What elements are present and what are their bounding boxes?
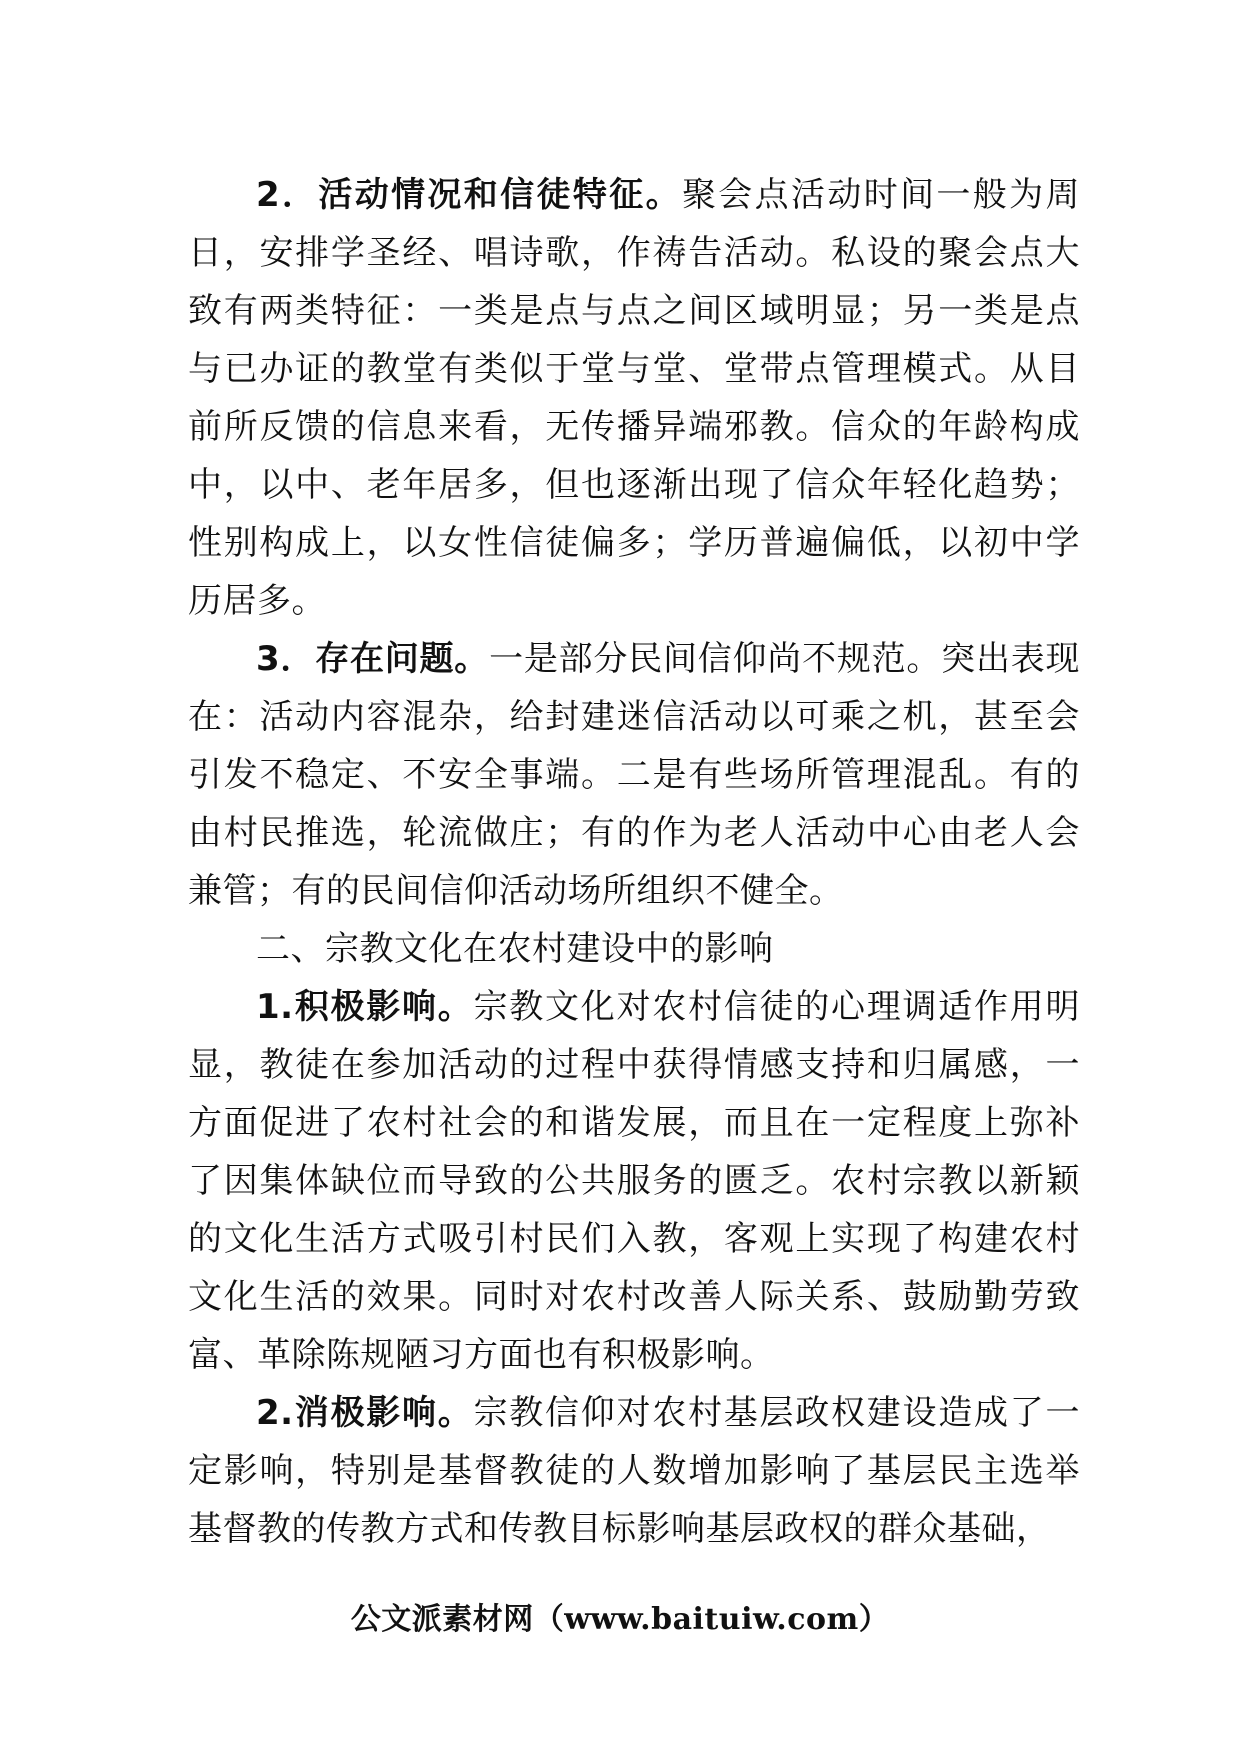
paragraph-lead: 3．存在问题。 [256,639,490,679]
section-heading-text: 二、宗教文化在农村建设中的影响 [256,929,774,969]
paragraph-text: 宗教信仰对农村基层政权建设造成了一定影响，特别是基督教徒的人数增加影响了基层民主选举基督教的传教方式和传教目标影响基层政权的群众基础， [188,1393,1081,1549]
paragraph-lead: 2．活动情况和信徒特征。 [256,175,682,215]
paragraph-lead: 1.积极影响。 [256,987,474,1027]
paragraph-text: 聚会点活动时间一般为周日，安排学圣经、唱诗歌，作祷告活动。私设的聚会点大致有两类特征：一类是点与点之间区域明显；另一类是点与已办证的教堂有类似于堂与堂、堂带点管理模式。从目前所反馈的信息来看，无传播异端邪教。信众的年龄构成中，以中、老年居多，但也逐渐出现了信众年轻化趋势；性别构成上，以女性信徒偏多；学历普遍偏低，以初中学历居多。 [188,175,1080,621]
page-footer: 公文派素材网（www.baituiw.com） [350,1602,890,1637]
paragraph-text: 宗教文化对农村信徒的心理调适作用明显，教徒在参加活动的过程中获得情感支持和归属感，一方面促进了农村社会的和谐发展，而且在一定程度上弥补了因集体缺位而导致的公共服务的匮乏。农村宗教以新颖的文化生活方式吸引村民们入教，客观上实现了构建农村文化生活的效果。同时对农村改善人际关系、鼓励勤劳致富、革除陈规陋习方面也有积极影响。 [188,987,1081,1375]
paragraph-lead: 2.消极影响。 [256,1393,474,1433]
document-body [188,166,1080,1558]
paragraph-positive-impact [188,978,1080,1384]
paragraph-existing-problems [188,630,1080,920]
paragraph-text: 一是部分民间信仰尚不规范。突出表现在：活动内容混杂，给封建迷信活动以可乘之机，甚至会引发不稳定、不安全事端。二是有些场所管理混乱。有的由村民推选，轮流做庄；有的作为老人活动中心由老人会兼管；有的民间信仰活动场所组织不健全。 [188,639,1080,911]
paragraph-negative-impact [188,1384,1080,1558]
paragraph-activity-and-believers [188,166,1080,630]
section-heading [188,920,1080,978]
